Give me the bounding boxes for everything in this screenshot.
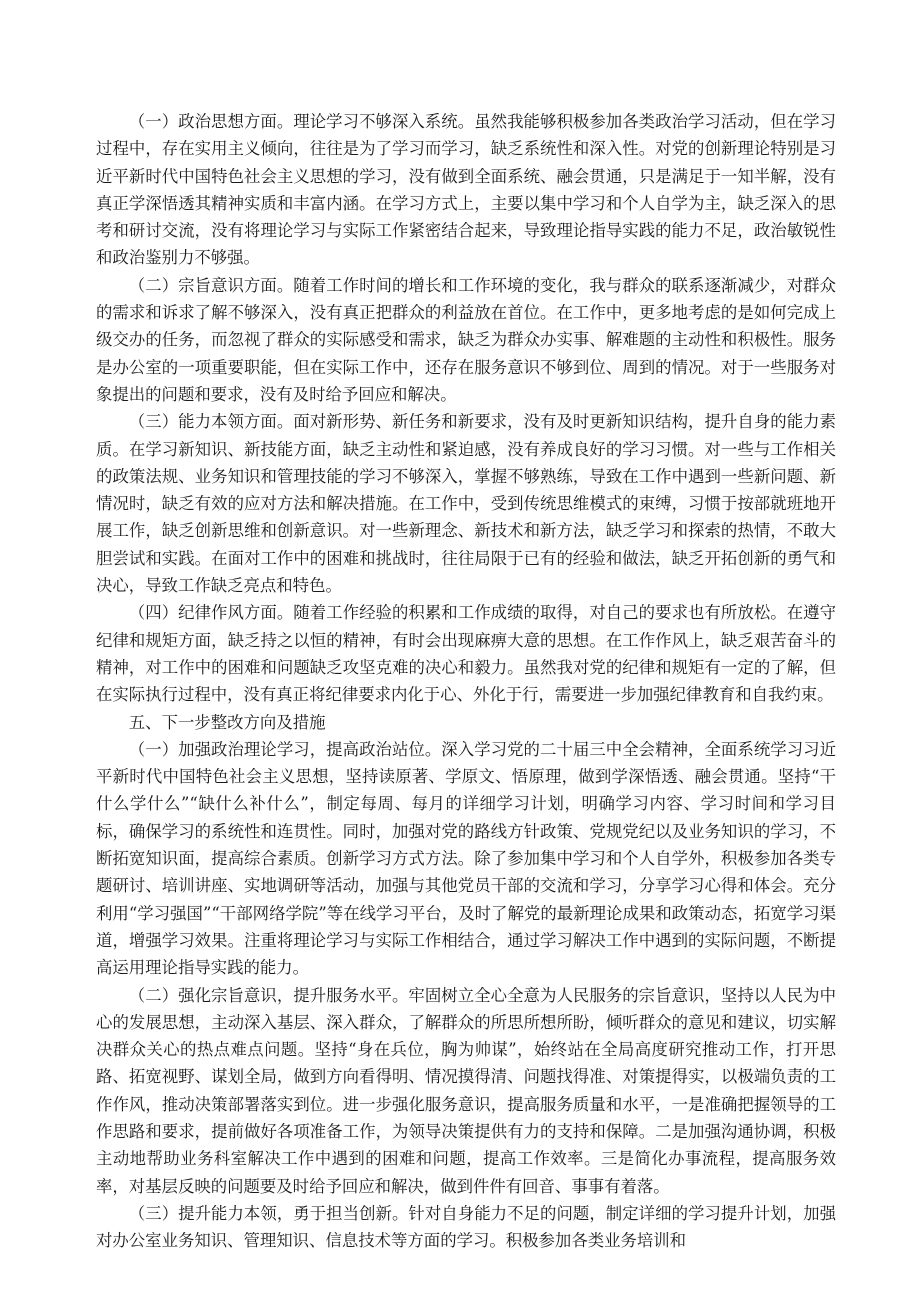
paragraph-political-thought: （一）政治思想方面。理论学习不够深入系统。虽然我能够积极参加各类政治学习活动，但在学习过程中，存在实用主义倾向，往往是为了学习而学习，缺乏系统性和深入性。对党的创新理论特别是习近平新时代中国特色社会主义思想的学习，没有做到全面系统、融会贯通，只是满足于一知半解，没有真正学深悟透其精神实质和丰富内涵。在学习方式上，主要以集中学习和个人自学为主，缺乏深入的思考和研讨交流，没有将理论学习与实际工作紧密结合起来，导致理论指导实践的能力不足，政治敏锐性和政治鉴别力不够强。 bbox=[96, 112, 836, 268]
paragraph-ability: （三）能力本领方面。面对新形势、新任务和新要求，没有及时更新知识结构，提升自身的能力素质。在学习新知识、新技能方面，缺乏主动性和紧迫感，没有养成良好的学习习惯。对一些与工作相关的政策法规、业务知识和管理技能的学习不够深入，掌握不够熟练，导致在工作中遇到一些新问题、新情况时，缺乏有效的应对方法和解决措施。在工作中，受到传统思维模式的束缚，习惯于按部就班地开展工作，缺乏创新思维和创新意识。对一些新理念、新技术和新方法，缺乏学习和探索的热情，不敢大胆尝试和实践。在面对工作中的困难和挑战时，往往局限于已有的经验和做法，缺乏开拓创新的勇气和决心，导致工作缺乏亮点和特色。 bbox=[96, 412, 836, 596]
document-body bbox=[96, 108, 836, 1254]
paragraph-service: （二）强化宗旨意识，提升服务水平。牢固树立全心全意为人民服务的宗旨意识，坚持以人民为中心的发展思想，主动深入基层、深入群众，了解群众的所思所想所盼，倾听群众的意见和建议，切实解决群众关心的热点难点问题。坚持“身在兵位，胸为帅谋”，始终站在全局高度研究推动工作，打开思路、拓宽视野、谋划全局，做到方向看得明、情况摸得清、问题找得准、对策提得实，以极端负责的工作作风，推动决策部署落实到位。进一步强化服务意识，提高服务质量和水平，一是准确把握领导的工作思路和要求，提前做好各项准备工作，为领导决策提供有力的支持和保障。二是加强沟通协调，积极主动地帮助业务科室解决工作中遇到的困难和问题，提高工作效率。三是简化办事流程，提高服务效率，对基层反映的问题要及时给予回应和解决，做到件件有回音、事事有着落。 bbox=[96, 985, 836, 1196]
paragraph-discipline: （四）纪律作风方面。随着工作经验的积累和工作成绩的取得，对自己的要求也有所放松。在遵守纪律和规矩方面，缺乏持之以恒的精神，有时会出现麻痹大意的思想。在工作作风上，缺乏艰苦奋斗的精神，对工作中的困难和问题缺乏攻坚克难的决心和毅力。虽然我对党的纪律和规矩有一定的了解，但在实际执行过程中，没有真正将纪律要求内化于心、外化于行，需要进一步加强纪律教育和自我约束。 bbox=[96, 603, 836, 705]
section-heading-rectification: 五、下一步整改方向及措施 bbox=[128, 712, 326, 732]
paragraph-capability: （三）提升能力本领，勇于担当创新。针对自身能力不足的问题，制定详细的学习提升计划，加强对办公室业务知识、管理知识、信息技术等方面的学习。积极参加各类业务培训和 bbox=[96, 1203, 836, 1251]
paragraph-theory-study: （一）加强政治理论学习，提高政治站位。深入学习党的二十届三中全会精神，全面系统学习习近平新时代中国特色社会主义思想，坚持读原著、学原文、悟原理，做到学深悟透、融会贯通。坚持“干什么学什么”“缺什么补什么”，制定每周、每月的详细学习计划，明确学习内容、学习时间和学习目标，确保学习的系统性和连贯性。同时，加强对党的路线方针政策、党规党纪以及业务知识的学习，不断拓宽知识面，提高综合素质。创新学习方式方法。除了参加集中学习和个人自学外，积极参加各类专题研讨、培训讲座、实地调研等活动，加强与其他党员干部的交流和学习，分享学习心得和体会。充分利用“学习强国”“干部网络学院”等在线学习平台，及时了解党的最新理论成果和政策动态，拓宽学习渠道，增强学习效果。注重将理论学习与实际工作相结合，通过学习解决工作中遇到的实际问题，不断提高运用理论指导实践的能力。 bbox=[96, 739, 836, 978]
paragraph-purpose-awareness: （二）宗旨意识方面。随着工作时间的增长和工作环境的变化，我与群众的联系逐渐减少，对群众的需求和诉求了解不够深入，没有真正把群众的利益放在首位。在工作中，更多地考虑的是如何完成上级交办的任务，而忽视了群众的实际感受和需求，缺乏为群众办实事、解难题的主动性和积极性。服务是办公室的一项重要职能，但在实际工作中，还存在服务意识不够到位、周到的情况。对于一些服务对象提出的问题和要求，没有及时给予回应和解决。 bbox=[96, 275, 836, 404]
